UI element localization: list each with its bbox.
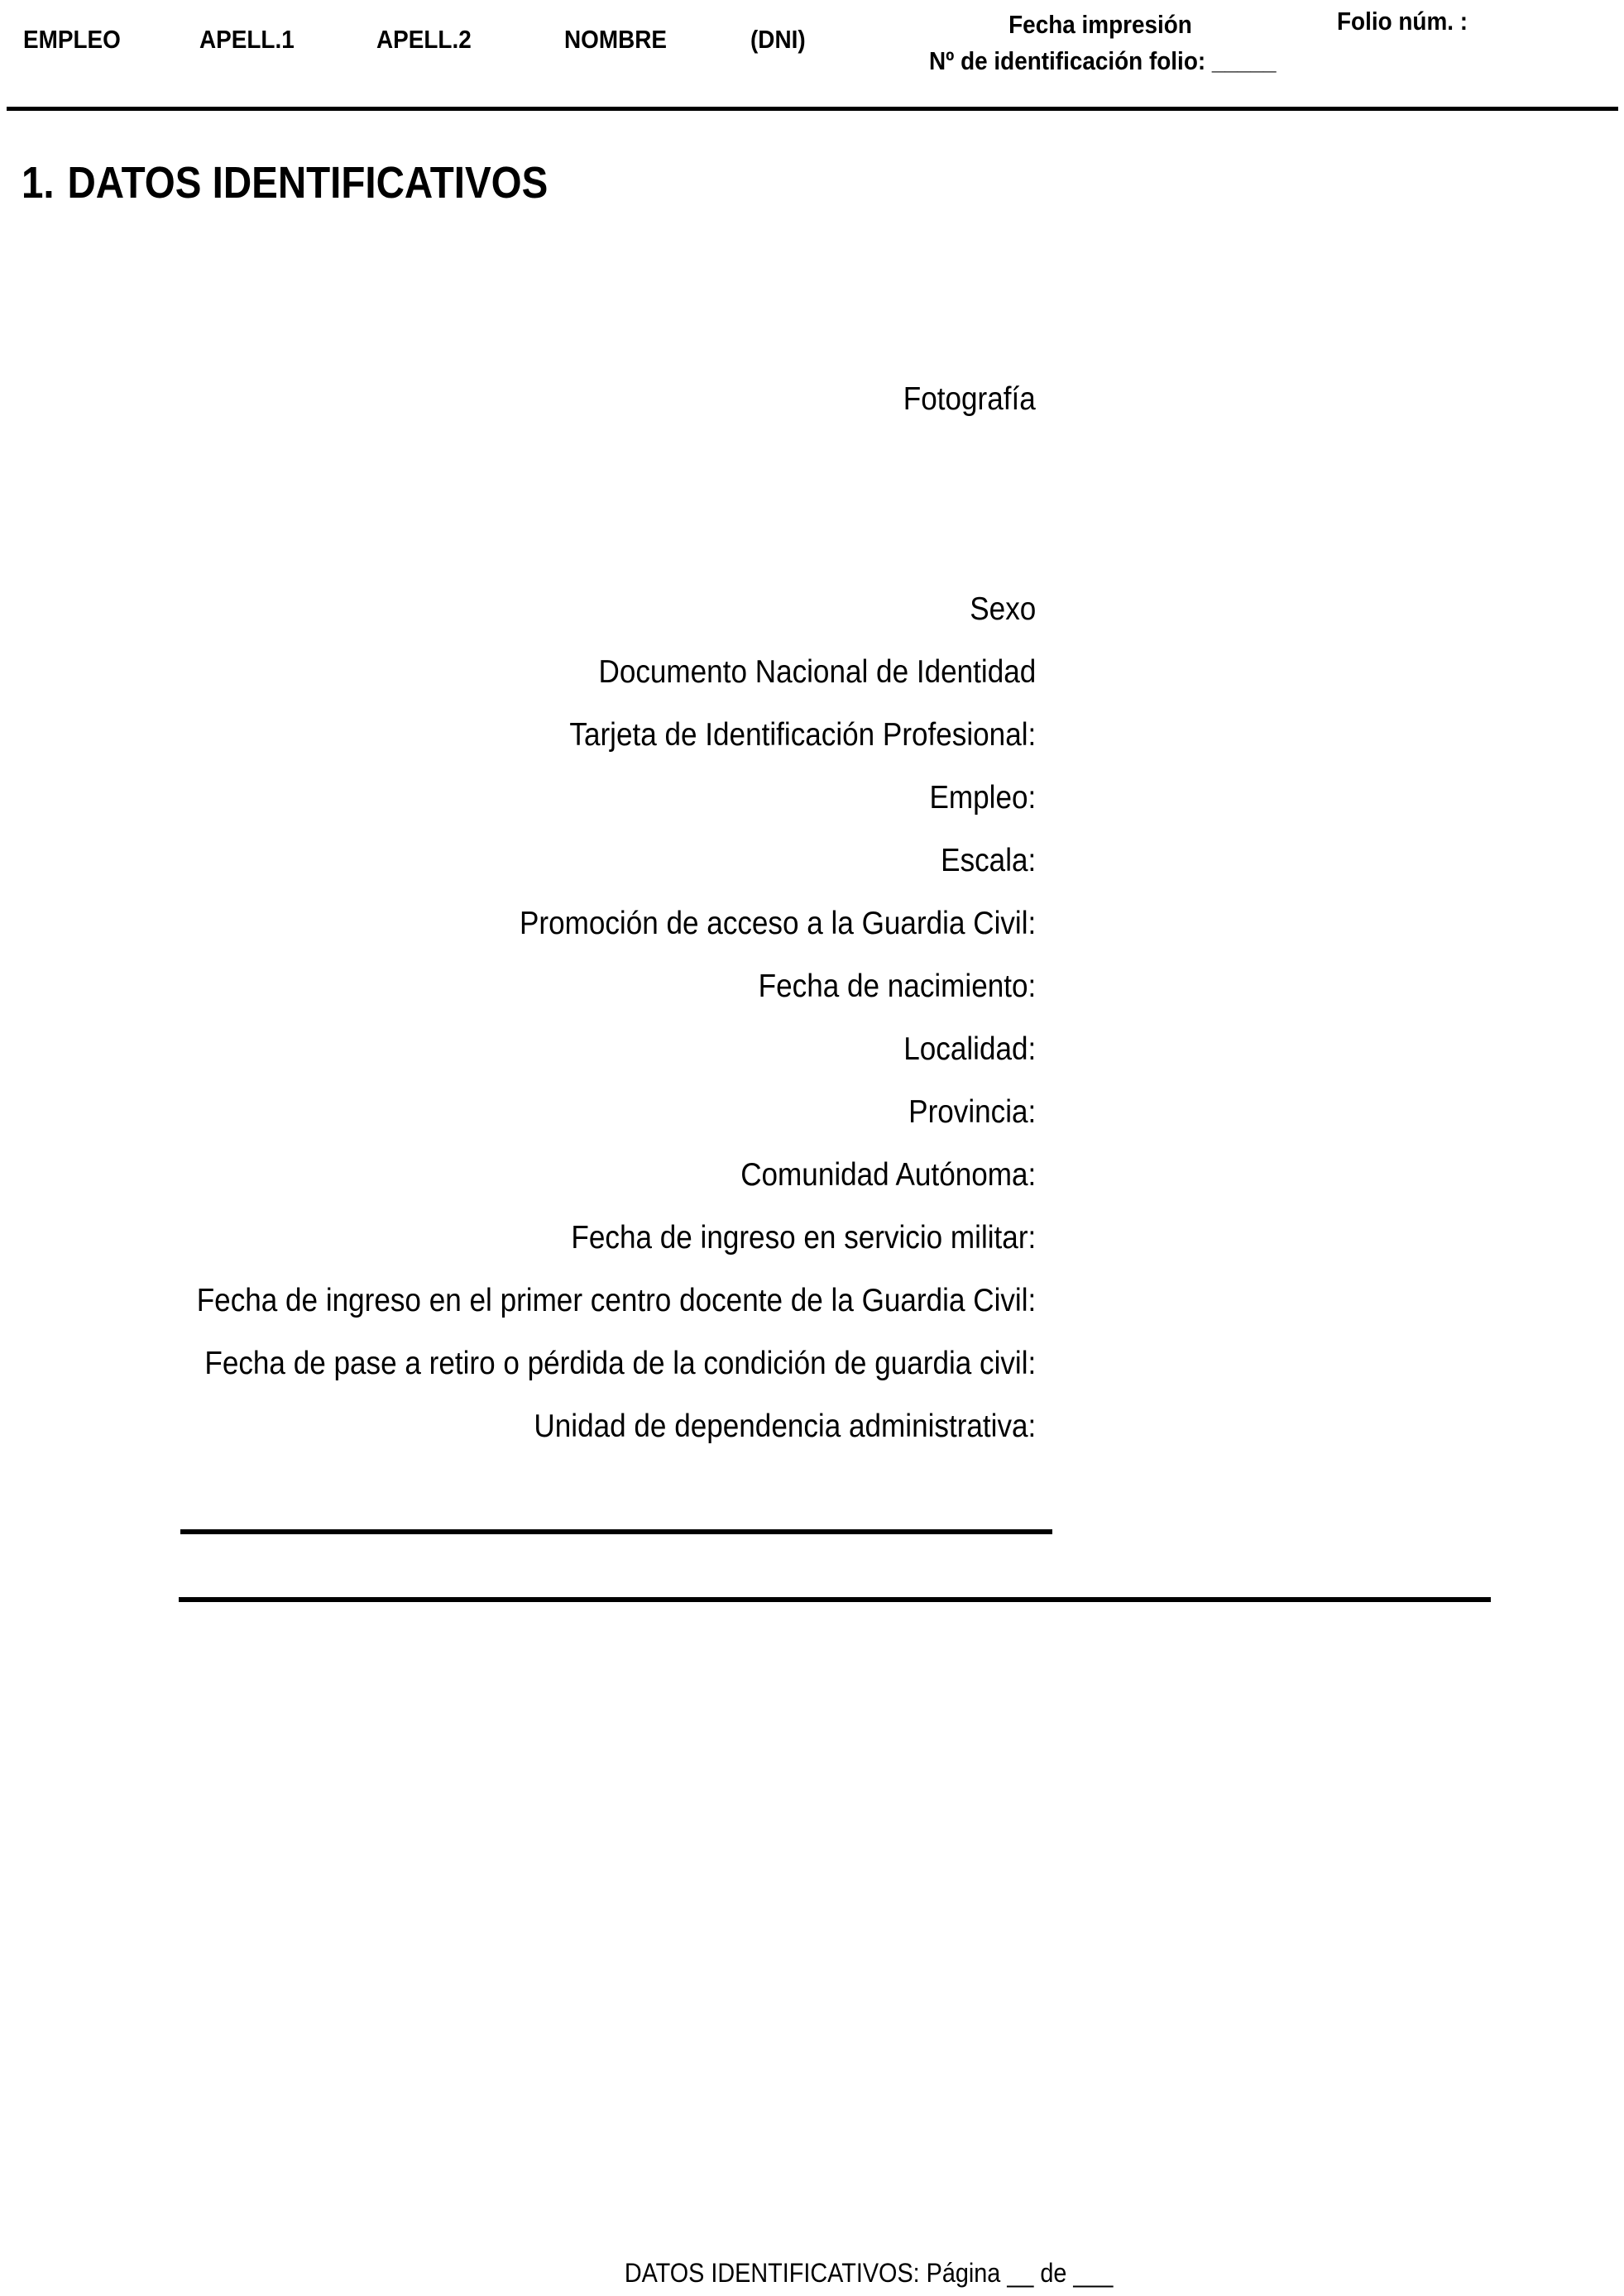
field-label-tip: Tarjeta de Identificación Profesional: [569, 717, 1036, 753]
header-fecha-impresion: Fecha impresión [1008, 10, 1192, 39]
field-label-sexo: Sexo [969, 591, 1036, 627]
header-dni: (DNI) [750, 25, 806, 54]
field-label-comunidad-autonoma: Comunidad Autónoma: [740, 1157, 1036, 1193]
field-label-localidad: Localidad: [903, 1031, 1036, 1067]
header-empleo: EMPLEO [23, 25, 121, 54]
field-label-escala: Escala: [940, 843, 1036, 878]
field-label-ingreso-servicio-militar: Fecha de ingreso en servicio militar: [571, 1220, 1036, 1256]
section-number: 1. [22, 158, 55, 208]
header-folio-num: Folio núm. : [1337, 7, 1468, 36]
page-footer [0, 2257, 1624, 2289]
field-label-empleo: Empleo: [929, 780, 1036, 816]
header-apellido-1: APELL.1 [199, 25, 295, 54]
header-apellido-2: APELL.2 [376, 25, 472, 54]
field-label-fecha-nacimiento: Fecha de nacimiento: [758, 969, 1036, 1004]
field-label-dni: Documento Nacional de Identidad [598, 654, 1036, 690]
section-title [22, 157, 548, 208]
field-label-pase-retiro: Fecha de pase a retiro o pérdida de la condición de guardia civil: [204, 1346, 1037, 1381]
signature-line-long [179, 1597, 1491, 1602]
field-label-ingreso-centro-docente: Fecha de ingreso en el primer centro docente de la Guardia Civil: [196, 1283, 1036, 1318]
field-label-list [103, 591, 1036, 1471]
header-nombre: NOMBRE [564, 25, 668, 54]
field-label-provincia: Provincia: [908, 1094, 1036, 1130]
header-print-info [910, 7, 1291, 79]
photo-label: Fotografía [903, 381, 1036, 417]
field-label-promocion: Promoción de acceso a la Guardia Civil: [519, 906, 1036, 941]
header-divider [7, 107, 1618, 111]
signature-line-short [180, 1529, 1052, 1534]
field-label-unidad-dependencia: Unidad de dependencia administrativa: [534, 1409, 1036, 1444]
section-title-text: DATOS IDENTIFICATIVOS [67, 158, 549, 208]
header-identificacion-folio: Nº de identificación folio: _____ [929, 46, 1277, 75]
footer-page-label: DATOS IDENTIFICATIVOS: Página __ de ___ [624, 2258, 1114, 2288]
